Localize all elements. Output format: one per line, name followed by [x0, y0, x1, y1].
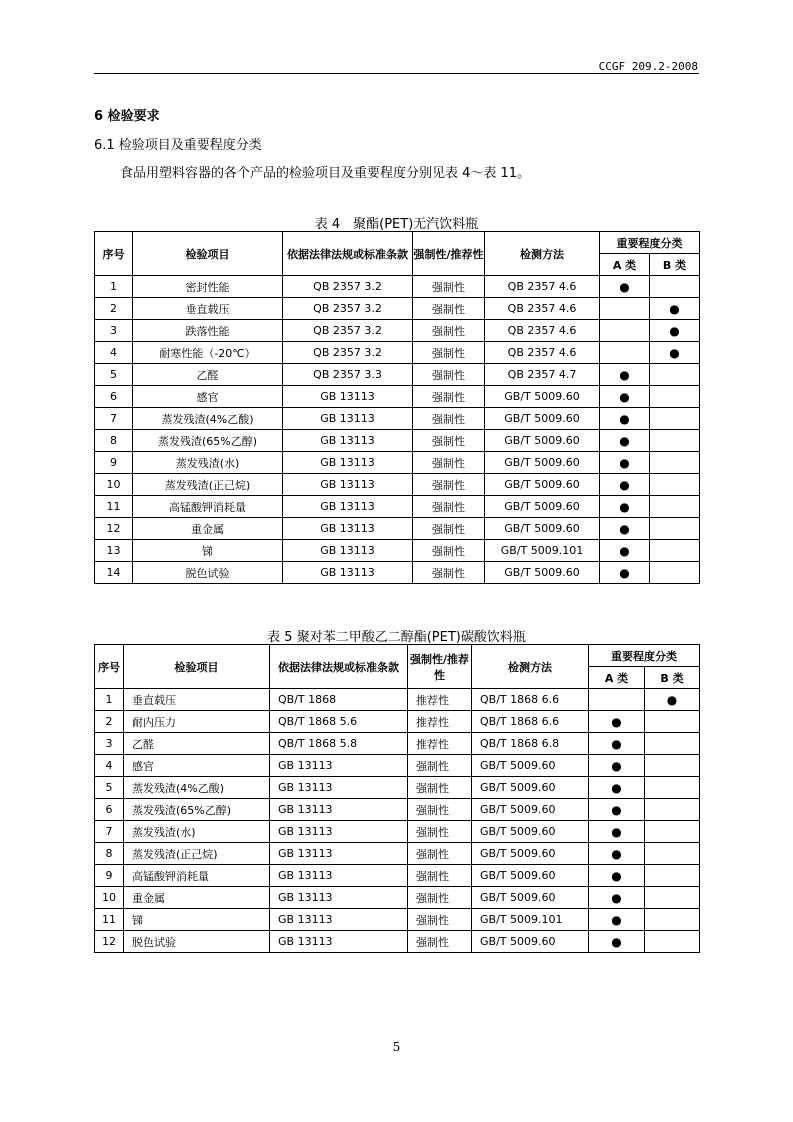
table-row	[95, 452, 700, 474]
cell-mandatory: 强制性	[413, 386, 485, 408]
cell-method: QB 2357 4.7	[485, 364, 600, 386]
header-importance: 重要程度分类	[600, 232, 700, 254]
table-row	[95, 733, 700, 755]
table-row	[95, 931, 700, 953]
cell-basis: QB 2357 3.2	[283, 298, 413, 320]
cell-method: GB/T 5009.60	[485, 562, 600, 584]
cell-seq: 5	[95, 364, 133, 386]
cell-class-b	[645, 821, 700, 843]
cell-basis: GB 13113	[270, 777, 408, 799]
cell-method: GB/T 5009.60	[472, 887, 589, 909]
cell-basis: GB 13113	[283, 562, 413, 584]
table-row	[95, 386, 700, 408]
cell-seq: 2	[95, 298, 133, 320]
table-row	[95, 799, 700, 821]
cell-method: GB/T 5009.60	[472, 821, 589, 843]
cell-mandatory: 推荐性	[408, 689, 472, 711]
cell-method: QB 2357 4.6	[485, 298, 600, 320]
cell-class-b	[650, 408, 700, 430]
cell-seq: 7	[95, 821, 124, 843]
header-importance: 重要程度分类	[589, 645, 700, 667]
cell-basis: QB/T 1868 5.8	[270, 733, 408, 755]
cell-seq: 9	[95, 865, 124, 887]
cell-method: QB/T 1868 6.6	[472, 689, 589, 711]
cell-item: 感官	[124, 755, 270, 777]
table-row	[95, 540, 700, 562]
cell-class-a: ●	[589, 887, 645, 909]
table-row	[95, 777, 700, 799]
table-row	[95, 518, 700, 540]
cell-seq: 5	[95, 777, 124, 799]
table5	[94, 644, 700, 953]
cell-mandatory: 推荐性	[408, 711, 472, 733]
header-mandatory: 强制性/推荐性	[408, 645, 472, 689]
cell-basis: GB 13113	[270, 821, 408, 843]
cell-basis: GB 13113	[283, 386, 413, 408]
table-row	[95, 496, 700, 518]
cell-item: 锑	[133, 540, 283, 562]
cell-method: GB/T 5009.60	[485, 518, 600, 540]
cell-basis: QB/T 1868 5.6	[270, 711, 408, 733]
cell-item: 脱色试验	[124, 931, 270, 953]
cell-class-b: ●	[650, 320, 700, 342]
cell-basis: GB 13113	[270, 865, 408, 887]
header-method: 检测方法	[472, 645, 589, 689]
cell-method: GB/T 5009.60	[485, 452, 600, 474]
cell-item: 蒸发残渣(水)	[124, 821, 270, 843]
table-row	[95, 755, 700, 777]
cell-seq: 12	[95, 931, 124, 953]
cell-item: 耐内压力	[124, 711, 270, 733]
table-row	[95, 887, 700, 909]
cell-method: QB/T 1868 6.8	[472, 733, 589, 755]
cell-seq: 4	[95, 755, 124, 777]
cell-class-b	[650, 496, 700, 518]
cell-mandatory: 强制性	[408, 799, 472, 821]
cell-class-a: ●	[589, 865, 645, 887]
cell-class-b	[645, 909, 700, 931]
cell-basis: GB 13113	[283, 430, 413, 452]
cell-class-b	[645, 777, 700, 799]
cell-method: GB/T 5009.60	[472, 799, 589, 821]
cell-mandatory: 强制性	[413, 518, 485, 540]
cell-class-a: ●	[589, 931, 645, 953]
cell-class-b	[645, 799, 700, 821]
cell-class-b	[650, 540, 700, 562]
cell-basis: GB 13113	[270, 843, 408, 865]
cell-seq: 11	[95, 496, 133, 518]
cell-basis: QB/T 1868	[270, 689, 408, 711]
cell-mandatory: 强制性	[413, 342, 485, 364]
cell-class-a	[589, 689, 645, 711]
header-seq: 序号	[95, 645, 124, 689]
cell-item: 密封性能	[133, 276, 283, 298]
cell-class-a: ●	[589, 909, 645, 931]
document-code: CCGF 209.2-2008	[598, 60, 698, 73]
cell-basis: GB 13113	[283, 474, 413, 496]
cell-class-b: ●	[650, 298, 700, 320]
cell-mandatory: 强制性	[413, 320, 485, 342]
table4	[94, 231, 700, 584]
cell-basis: GB 13113	[270, 887, 408, 909]
cell-item: 跌落性能	[133, 320, 283, 342]
table-row	[95, 298, 700, 320]
cell-class-b: ●	[650, 342, 700, 364]
cell-mandatory: 强制性	[413, 474, 485, 496]
cell-class-a	[600, 342, 650, 364]
cell-mandatory: 强制性	[408, 887, 472, 909]
cell-seq: 13	[95, 540, 133, 562]
cell-method: GB/T 5009.60	[472, 755, 589, 777]
cell-mandatory: 强制性	[413, 276, 485, 298]
cell-seq: 14	[95, 562, 133, 584]
cell-class-b	[650, 452, 700, 474]
cell-class-a: ●	[600, 540, 650, 562]
cell-basis: GB 13113	[270, 931, 408, 953]
cell-method: GB/T 5009.60	[472, 931, 589, 953]
cell-mandatory: 强制性	[408, 909, 472, 931]
header-class-a: A 类	[600, 254, 650, 276]
cell-basis: GB 13113	[283, 496, 413, 518]
cell-class-a: ●	[600, 386, 650, 408]
cell-mandatory: 强制性	[413, 452, 485, 474]
cell-item: 高锰酸钾消耗量	[133, 496, 283, 518]
table-row	[95, 562, 700, 584]
table-row	[95, 430, 700, 452]
cell-class-a	[600, 320, 650, 342]
cell-mandatory: 强制性	[413, 562, 485, 584]
cell-seq: 3	[95, 320, 133, 342]
cell-mandatory: 强制性	[408, 843, 472, 865]
cell-method: QB 2357 4.6	[485, 320, 600, 342]
cell-mandatory: 强制性	[408, 777, 472, 799]
header-seq: 序号	[95, 232, 133, 276]
header-class-b: B 类	[650, 254, 700, 276]
cell-seq: 1	[95, 689, 124, 711]
cell-basis: GB 13113	[283, 408, 413, 430]
table-row	[95, 364, 700, 386]
cell-class-a: ●	[600, 408, 650, 430]
cell-mandatory: 强制性	[413, 364, 485, 386]
cell-basis: QB 2357 3.2	[283, 276, 413, 298]
cell-basis: GB 13113	[283, 540, 413, 562]
cell-class-a: ●	[600, 276, 650, 298]
cell-class-a: ●	[589, 799, 645, 821]
cell-seq: 1	[95, 276, 133, 298]
cell-basis: QB 2357 3.3	[283, 364, 413, 386]
cell-mandatory: 强制性	[413, 540, 485, 562]
cell-seq: 4	[95, 342, 133, 364]
cell-seq: 12	[95, 518, 133, 540]
cell-mandatory: 强制性	[408, 755, 472, 777]
header-rule	[94, 73, 699, 74]
table-row	[95, 865, 700, 887]
cell-class-a: ●	[589, 821, 645, 843]
cell-mandatory: 强制性	[408, 931, 472, 953]
cell-class-b	[650, 364, 700, 386]
table-row	[95, 909, 700, 931]
cell-item: 锑	[124, 909, 270, 931]
cell-item: 蒸发残渣(正己烷)	[124, 843, 270, 865]
cell-mandatory: 强制性	[408, 821, 472, 843]
cell-seq: 7	[95, 408, 133, 430]
cell-item: 蒸发残渣(65%乙醇)	[124, 799, 270, 821]
cell-item: 蒸发残渣(4%乙酸)	[133, 408, 283, 430]
cell-class-b	[650, 474, 700, 496]
cell-item: 蒸发残渣(水)	[133, 452, 283, 474]
header-basis: 依据法律法规或标准条款	[283, 232, 413, 276]
table-row	[95, 843, 700, 865]
cell-method: GB/T 5009.60	[472, 865, 589, 887]
cell-item: 脱色试验	[133, 562, 283, 584]
cell-class-b	[645, 711, 700, 733]
cell-method: GB/T 5009.60	[485, 474, 600, 496]
cell-class-a: ●	[589, 711, 645, 733]
cell-item: 乙醛	[124, 733, 270, 755]
cell-class-b	[645, 865, 700, 887]
cell-seq: 10	[95, 887, 124, 909]
cell-class-a: ●	[600, 474, 650, 496]
cell-item: 乙醛	[133, 364, 283, 386]
cell-class-a: ●	[589, 755, 645, 777]
cell-basis: GB 13113	[270, 799, 408, 821]
section-title: 6 检验要求	[94, 109, 160, 124]
header-class-a: A 类	[589, 667, 645, 689]
cell-seq: 10	[95, 474, 133, 496]
cell-class-b	[645, 733, 700, 755]
cell-method: QB 2357 4.6	[485, 276, 600, 298]
table-row	[95, 689, 700, 711]
cell-class-b	[645, 843, 700, 865]
cell-class-a: ●	[589, 843, 645, 865]
table-row	[95, 821, 700, 843]
cell-class-a: ●	[600, 364, 650, 386]
cell-method: GB/T 5009.60	[485, 386, 600, 408]
cell-item: 蒸发残渣(正己烷)	[133, 474, 283, 496]
cell-class-a: ●	[600, 430, 650, 452]
header-class-b: B 类	[645, 667, 700, 689]
header-method: 检测方法	[485, 232, 600, 276]
cell-basis: GB 13113	[283, 518, 413, 540]
table-row	[95, 474, 700, 496]
cell-basis: GB 13113	[270, 755, 408, 777]
cell-class-a: ●	[589, 733, 645, 755]
cell-seq: 6	[95, 386, 133, 408]
cell-mandatory: 强制性	[413, 430, 485, 452]
cell-class-b	[650, 518, 700, 540]
cell-method: GB/T 5009.101	[485, 540, 600, 562]
cell-item: 感官	[133, 386, 283, 408]
table-row	[95, 320, 700, 342]
cell-seq: 11	[95, 909, 124, 931]
cell-item: 蒸发残渣(4%乙酸)	[124, 777, 270, 799]
cell-mandatory: 强制性	[413, 408, 485, 430]
cell-seq: 2	[95, 711, 124, 733]
cell-class-b	[645, 887, 700, 909]
cell-class-a: ●	[600, 452, 650, 474]
cell-method: QB/T 1868 6.6	[472, 711, 589, 733]
cell-method: GB/T 5009.60	[472, 777, 589, 799]
cell-method: GB/T 5009.60	[485, 408, 600, 430]
cell-class-b	[645, 931, 700, 953]
table-row	[95, 408, 700, 430]
cell-mandatory: 推荐性	[408, 733, 472, 755]
header-mandatory: 强制性/推荐性	[413, 232, 485, 276]
cell-class-a: ●	[600, 562, 650, 584]
cell-basis: QB 2357 3.2	[283, 320, 413, 342]
cell-mandatory: 强制性	[413, 496, 485, 518]
cell-class-a: ●	[600, 496, 650, 518]
header-item: 检验项目	[124, 645, 270, 689]
cell-class-b	[650, 276, 700, 298]
cell-seq: 3	[95, 733, 124, 755]
table4-caption: 表 4 聚酯(PET)无汽饮料瓶	[314, 217, 479, 232]
cell-basis: GB 13113	[283, 452, 413, 474]
cell-mandatory: 强制性	[413, 298, 485, 320]
cell-method: GB/T 5009.101	[472, 909, 589, 931]
cell-class-b	[645, 755, 700, 777]
cell-seq: 9	[95, 452, 133, 474]
cell-class-b	[650, 562, 700, 584]
header-basis: 依据法律法规或标准条款	[270, 645, 408, 689]
cell-basis: GB 13113	[270, 909, 408, 931]
cell-basis: QB 2357 3.2	[283, 342, 413, 364]
cell-item: 耐寒性能（-20℃）	[133, 342, 283, 364]
cell-class-b: ●	[645, 689, 700, 711]
cell-class-b	[650, 386, 700, 408]
cell-method: GB/T 5009.60	[485, 496, 600, 518]
table-row	[95, 276, 700, 298]
cell-method: GB/T 5009.60	[485, 430, 600, 452]
table5-caption: 表 5 聚对苯二甲酸乙二醇酯(PET)碳酸饮料瓶	[267, 630, 526, 645]
cell-item: 重金属	[133, 518, 283, 540]
cell-seq: 8	[95, 430, 133, 452]
cell-class-a: ●	[600, 518, 650, 540]
cell-seq: 6	[95, 799, 124, 821]
cell-method: QB 2357 4.6	[485, 342, 600, 364]
table-row	[95, 711, 700, 733]
cell-item: 垂直载压	[124, 689, 270, 711]
cell-class-b	[650, 430, 700, 452]
table-row	[95, 342, 700, 364]
cell-seq: 8	[95, 843, 124, 865]
subsection-title: 6.1 检验项目及重要程度分类	[94, 138, 262, 153]
cell-mandatory: 强制性	[408, 865, 472, 887]
cell-item: 蒸发残渣(65%乙醇)	[133, 430, 283, 452]
intro-paragraph: 食品用塑料容器的各个产品的检验项目及重要程度分别见表 4～表 11。	[120, 166, 531, 181]
cell-item: 重金属	[124, 887, 270, 909]
cell-method: GB/T 5009.60	[472, 843, 589, 865]
header-item: 检验项目	[133, 232, 283, 276]
cell-class-a	[600, 298, 650, 320]
cell-class-a: ●	[589, 777, 645, 799]
cell-item: 高锰酸钾消耗量	[124, 865, 270, 887]
cell-item: 垂直载压	[133, 298, 283, 320]
page-number: 5	[392, 1040, 401, 1054]
